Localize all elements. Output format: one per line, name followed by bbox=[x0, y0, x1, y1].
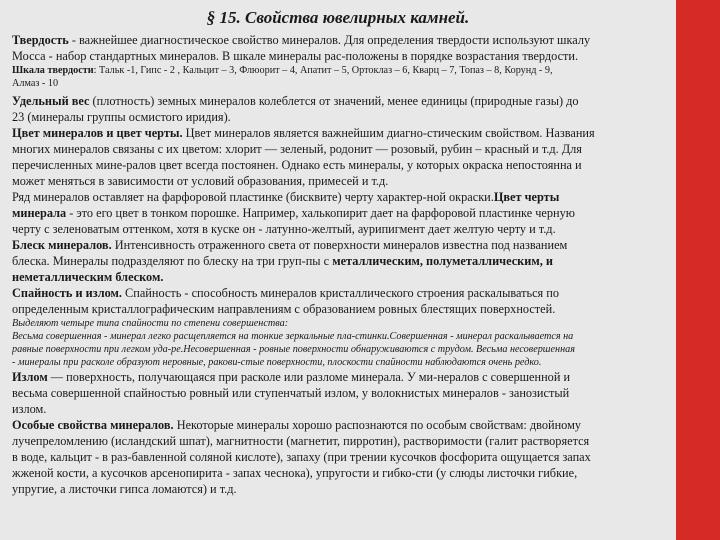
luster-line-3: неметаллическим блеском. bbox=[12, 270, 164, 284]
fracture-line-3: излом. bbox=[12, 402, 47, 416]
content bbox=[12, 32, 676, 497]
page-title: § 15. Свойства ювелирных камней. bbox=[206, 8, 470, 27]
hardness-line: Твердость - важнейшее диагностическое свойство минералов. Для определения твердости используют шкалу bbox=[12, 33, 591, 47]
cleavage-line-2: определенным кристаллографическим направлениям с образованием ровных блестящих поверхностей. bbox=[12, 302, 556, 316]
accent-bar bbox=[676, 0, 720, 540]
color-line-4: может меняться в зависимости от условий образования, примесей и т.д. bbox=[12, 174, 389, 188]
streak-line-2: минерала - это его цвет в тонком порошке. Например, халькопирит дает на фарфоровой пластинке черную bbox=[12, 206, 575, 220]
scale-line: Шкала твердости: Тальк -1, Гипс - 2 , Кальцит – 3, Флюорит – 4, Апатит – 5, Ортоклаз – 6, Кварц – 7, Топаз – 8, Корунд - 9, bbox=[12, 65, 553, 76]
degrees-line-3: равные поверхности при легком уда-ре.Несовершенная - ровные поверхности обнаруживаются с трудом. Весьма несовершенная bbox=[12, 344, 575, 355]
special-line-2: лучепреломлению (исландский шпат), магнитности (магнетит, пирротин), растворимости (галит растворяется bbox=[12, 434, 590, 448]
degrees-line-4: - минералы при расколе образуют неровные, ракови-стые поверхности, плоскости спайности наблюдаются очень редко. bbox=[12, 357, 542, 368]
luster-line-2: блеска. Минералы подразделяют по блеску на три груп-пы с металлическим, полуметаллическим, и bbox=[12, 254, 553, 268]
luster-line: Блеск минералов. Интенсивность отраженного света от поверхности минералов известна под названием bbox=[12, 238, 568, 252]
streak-line-3: черту с зеленоватым оттенком, хотя в куске он - латунно-желтый, аурипигмент дает желтую черту и т.д. bbox=[12, 222, 556, 236]
special-line: Особые свойства минералов. Некоторые минералы хорошо распознаются по особым свойствам: двойному bbox=[12, 418, 581, 432]
fracture-line-2: весьма совершенной спайностью ровный или ступенчатый излом, у волокнистых минералов - занозистый bbox=[12, 386, 570, 400]
special-line-4: жженой кости, а кусочков арсенопирита - запах чеснока), упругости и гибко-сти (у слюды листочки гибкие, bbox=[12, 466, 578, 480]
fracture-line: Излом — поверхность, получающаяся при расколе или разломе минерала. У ми-нералов с совершенной и bbox=[12, 370, 571, 384]
streak-line: Ряд минералов оставляет на фарфоровой пластинке (бисквите) черту характер-ной окраски.Цвет черты bbox=[12, 190, 560, 204]
scale-line-2: Алмаз - 10 bbox=[12, 78, 59, 89]
density-line-2: 23 (минералы группы осмистого иридия). bbox=[12, 110, 231, 124]
density-line: Удельный вес (плотность) земных минералов колеблется от значений, менее единицы (природные газы) до bbox=[12, 94, 579, 108]
degrees-line-2: Весьма совершенная - минерал легко расщепляется на тонкие зеркальные пла-стинки.Совершенная - минерал раскалывается на bbox=[12, 331, 574, 342]
color-line-3: перечисленных мине-ралов цвет всегда постоянен. Однако есть минералы, у которых окраска непостоянна и bbox=[12, 158, 582, 172]
color-line: Цвет минералов и цвет черты. Цвет минералов является важнейшим диагно-стическим свойством. Названия bbox=[12, 126, 595, 140]
color-line-2: многих минералов связаны с их цветом: хлорит — зеленый, родонит — розовый, рубин – красный и т.д. Для bbox=[12, 142, 582, 156]
degrees-line: Выделяют четыре типа спайности по степени совершенства: bbox=[12, 318, 289, 329]
cleavage-line: Спайность и излом. Спайность - способность минералов кристаллического строения раскалываться по bbox=[12, 286, 560, 300]
hardness-line-2: Мосса - набор стандартных минералов. В шкале минералы рас-положены в порядке возрастания твердости. bbox=[12, 49, 579, 63]
special-line-5: упругие, а листочки гипса ломаются) и т.д. bbox=[12, 482, 237, 496]
special-line-3: в воде, кальцит - в раз-бавленной соляной кислоте), запаху (при трении кусочков фосфорита ощущается запах bbox=[12, 450, 591, 464]
